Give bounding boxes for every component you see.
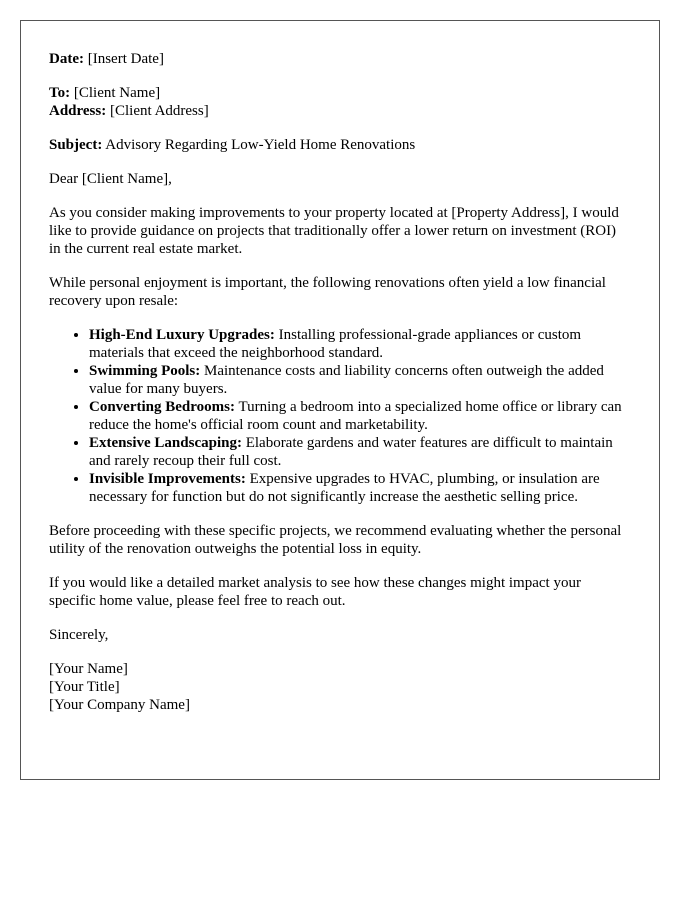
- date-label: Date:: [49, 51, 84, 67]
- list-item: [89, 362, 631, 398]
- list-item-text: Maintenance costs and liability concerns often outweigh the added value for many buyers.: [89, 363, 604, 397]
- list-item-text: Elaborate gardens and water features are difficult to maintain and rarely recoup their full cost.: [89, 435, 613, 469]
- address-value: [Client Address]: [109, 103, 209, 119]
- address-label: Address:: [49, 103, 107, 119]
- salutation: Dear [Client Name],: [49, 171, 172, 187]
- list-item-text: Expensive upgrades to HVAC, plumbing, or insulation are necessary for function but do not significantly increase the aesthetic selling price.: [89, 471, 600, 505]
- closing-offer-paragraph: If you would like a detailed market analysis to see how these changes might impact your specific home value, please feel free to reach out.: [49, 575, 581, 609]
- letter-page: [20, 20, 660, 780]
- list-item-text: Installing professional-grade appliances or custom materials that exceed the neighborhood standard.: [89, 327, 582, 361]
- list-item: [89, 398, 631, 434]
- date-line: [49, 50, 631, 68]
- signature-company: [Your Company Name]: [49, 697, 190, 713]
- list-item-text: Turning a bedroom into a specialized home office or library can reduce the home's official room count and marketability.: [89, 399, 622, 433]
- to-line: [49, 84, 631, 102]
- signature-name: [Your Name]: [49, 661, 128, 677]
- recommendation-paragraph: Before proceeding with these specific projects, we recommend evaluating whether the personal utility of the renovation outweighs the potential loss in equity.: [49, 523, 622, 557]
- list-item: [89, 326, 631, 362]
- subject-value: Advisory Regarding Low-Yield Home Renovations: [105, 137, 416, 153]
- list-item: [89, 470, 631, 506]
- subject-line: [49, 136, 631, 154]
- list-item-title: Swimming Pools:: [89, 363, 201, 379]
- date-value: [Insert Date]: [87, 51, 164, 67]
- list-item-title: Converting Bedrooms:: [89, 399, 235, 415]
- address-line: [49, 102, 631, 120]
- signoff: Sincerely,: [49, 627, 109, 643]
- renovation-list: [49, 326, 631, 506]
- to-value: [Client Name]: [73, 85, 161, 101]
- subject-label: Subject:: [49, 137, 103, 153]
- list-item-title: Extensive Landscaping:: [89, 435, 242, 451]
- list-item-title: Invisible Improvements:: [89, 471, 246, 487]
- intro-paragraph: As you consider making improvements to your property located at [Property Address], I would like to provide guidance on projects that traditionally offer a lower return on investment (ROI) in the current real estate market.: [49, 205, 619, 257]
- list-item-title: High-End Luxury Upgrades:: [89, 327, 275, 343]
- list-item: [89, 434, 631, 470]
- signature-block: [49, 660, 631, 714]
- signature-title: [Your Title]: [49, 679, 120, 695]
- to-label: To:: [49, 85, 71, 101]
- lead-in-paragraph: While personal enjoyment is important, the following renovations often yield a low financial recovery upon resale:: [49, 275, 606, 309]
